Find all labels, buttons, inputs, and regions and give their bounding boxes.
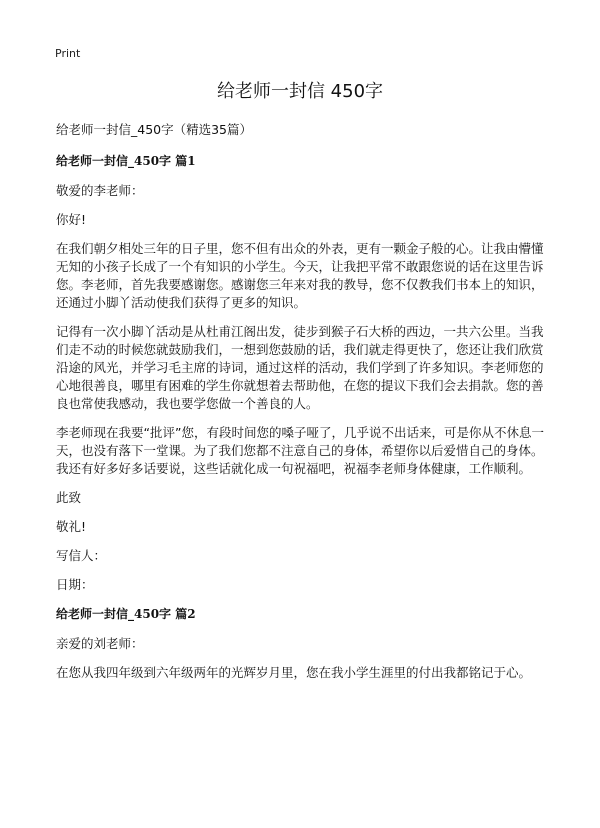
section-1-paragraph: 李老师现在我要“批评”您，有段时间您的嗓子哑了，几乎说不出话来，可是你从不休息一天，也没有落下一堂课。为了我们您都不注意自己的身体，希望你以后爱惜自己的身体。我还有好多好多话要说，这些话就化成一句祝福吧，祝福李老师身体健康，工作顺利。 xyxy=(56,425,544,476)
section-1-greeting: 你好! xyxy=(56,212,87,227)
page-title: 给老师一封信 450字 xyxy=(216,81,384,102)
document-body xyxy=(56,121,550,693)
section-1-salutation: 敬爱的李老师： xyxy=(56,183,144,198)
print-label[interactable]: Print xyxy=(55,47,81,60)
section-1-closing: 此致 xyxy=(56,490,82,505)
document-subtitle: 给老师一封信_450字（精选35篇） xyxy=(56,122,253,137)
section-1-heading: 给老师一封信_450字 篇1 xyxy=(56,154,196,168)
section-1-writer-label: 写信人： xyxy=(56,548,107,563)
section-2-paragraph: 在您从我四年级到六年级两年的光辉岁月里，您在我小学生涯里的付出我都铭记于心。 xyxy=(56,665,532,680)
section-1-date-label: 日期： xyxy=(56,577,94,592)
section-2-heading: 给老师一封信_450字 篇2 xyxy=(56,607,196,621)
section-1-paragraph: 记得有一次小脚丫活动是从杜甫江阁出发，徒步到猴子石大桥的西边，一共六公里。当我们走不动的时候您就鼓励我们，一想到您鼓励的话，我们就走得更快了，您还让我们欣赏沿途的风光，并学习毛主席的诗词，通过这样的活动，我们学到了许多知识。李老师您的心地很善良，哪里有困难的学生你就想着去帮助他，在您的提议下我们会去捐款。您的善良也常使我感动，我也要学您做一个善良的人。 xyxy=(56,324,544,411)
section-1-paragraph: 在我们朝夕相处三年的日子里，您不但有出众的外表，更有一颗金子般的心。让我由懵懂无知的小孩子长成了一个有知识的小学生。今天，让我把平常不敢跟您说的话在这里告诉您。李老师，首先我要感谢您。感谢您三年来对我的教导，您不仅教我们书本上的知识，还通过小脚丫活动使我们获得了更多的知识。 xyxy=(56,241,544,310)
section-1-regards: 敬礼! xyxy=(56,519,87,534)
section-2-salutation: 亲爱的刘老师： xyxy=(56,636,144,651)
